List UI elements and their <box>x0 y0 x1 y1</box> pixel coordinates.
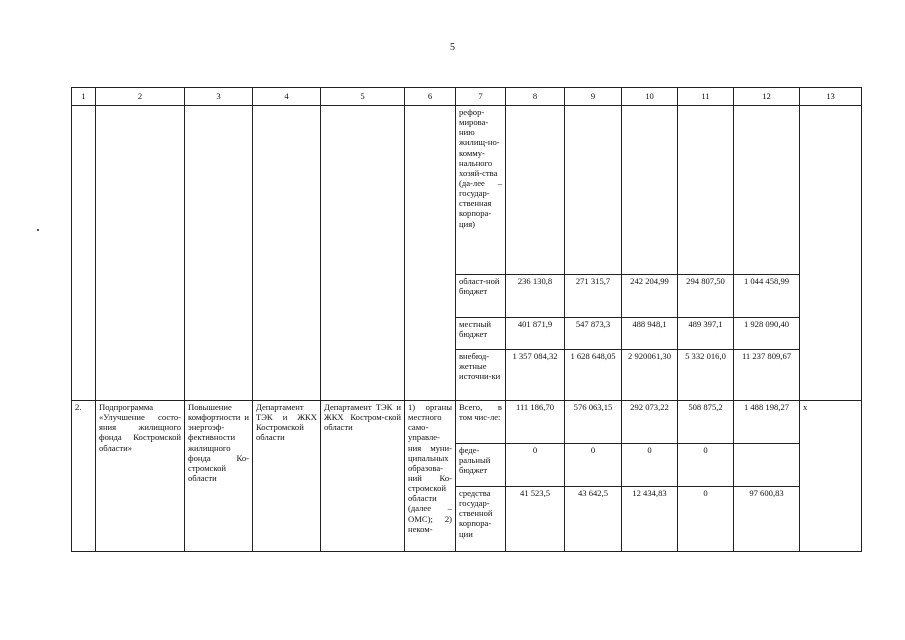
value-cell: 1 357 084,32 <box>506 350 565 401</box>
col-header-8: 8 <box>506 88 565 106</box>
value-cell: 1 044 458,99 <box>734 275 800 318</box>
table-row <box>72 106 862 275</box>
value-cell: 97 600,83 <box>734 487 800 552</box>
participants: 1) органы местного само-управле-ния муни-ципальных образова-ний Ко-стромской области (далее – ОМС); 2) неком- <box>405 401 456 552</box>
value-cell: 294 807,50 <box>678 275 734 318</box>
value-cell: 547 873,3 <box>565 318 622 350</box>
value-cell: 508 875,2 <box>678 401 734 444</box>
value-cell: 242 204,99 <box>622 275 678 318</box>
value-cell <box>734 444 800 487</box>
value-cell: 292 073,22 <box>622 401 678 444</box>
funding-source-label: средства государ-ственной корпора-ции <box>456 487 506 552</box>
subprogram-name: Подпрограмма «Улучшение состо-яния жилищного фонда Костромской области» <box>96 401 185 552</box>
col-header-4: 4 <box>253 88 321 106</box>
col-header-9: 9 <box>565 88 622 106</box>
table-row <box>72 401 862 444</box>
value-cell: 271 315,7 <box>565 275 622 318</box>
budget-table <box>71 87 862 552</box>
col-header-10: 10 <box>622 88 678 106</box>
funding-source-continued: рефор-мирова-нию жилищ-но-комму-нального хозяй-ства (да-лее – государ-ственная корпора-ция) <box>456 106 506 275</box>
cell-empty <box>734 106 800 275</box>
scan-speck <box>37 229 39 231</box>
value-cell: 5 332 016,0 <box>678 350 734 401</box>
col-header-11: 11 <box>678 88 734 106</box>
page-number: 5 <box>450 42 455 53</box>
value-cell: 1 488 198,27 <box>734 401 800 444</box>
value-cell: 0 <box>622 444 678 487</box>
cell-empty <box>622 106 678 275</box>
col-header-1: 1 <box>72 88 96 106</box>
value-cell: 0 <box>678 444 734 487</box>
funding-source-label: внебюд-жетные источни-ки <box>456 350 506 401</box>
cell-empty <box>405 106 456 401</box>
value-cell: 111 186,70 <box>506 401 565 444</box>
col-header-6: 6 <box>405 88 456 106</box>
value-cell: 236 130,8 <box>506 275 565 318</box>
value-cell: 401 871,9 <box>506 318 565 350</box>
co-executor: Департамент ТЭК и ЖКХ Костром-ской области <box>321 401 405 552</box>
cell-empty <box>72 106 96 401</box>
funding-source-label: феде-ральный бюджет <box>456 444 506 487</box>
col-header-3: 3 <box>185 88 253 106</box>
funding-source-label: местный бюджет <box>456 318 506 350</box>
value-cell: 41 523,5 <box>506 487 565 552</box>
value-cell: 488 948,1 <box>622 318 678 350</box>
cell-empty <box>678 106 734 275</box>
value-cell: 12 434,83 <box>622 487 678 552</box>
cell-empty <box>321 106 405 401</box>
col-header-13: 13 <box>800 88 862 106</box>
funding-source-label: област-ной бюджет <box>456 275 506 318</box>
value-cell: 0 <box>506 444 565 487</box>
subprogram-goal: Повышение комфортности и энергоэф-фективности жилищного фонда Ко-стромской области <box>185 401 253 552</box>
header-row <box>72 88 862 106</box>
cell-empty <box>253 106 321 401</box>
value-cell: 43 642,5 <box>565 487 622 552</box>
cell-empty <box>96 106 185 401</box>
value-cell: 2 920061,30 <box>622 350 678 401</box>
col-header-7: 7 <box>456 88 506 106</box>
row-number: 2. <box>72 401 96 552</box>
col-header-12: 12 <box>734 88 800 106</box>
value-cell: 1 628 648,05 <box>565 350 622 401</box>
cell-empty <box>800 106 862 401</box>
responsible-executor: Департамент ТЭК и ЖКХ Костромской области <box>253 401 321 552</box>
cell-empty <box>565 106 622 275</box>
col13-mark: х <box>800 401 862 552</box>
funding-source-label: Всего, в том чис-ле: <box>456 401 506 444</box>
value-cell: 1 928 090,40 <box>734 318 800 350</box>
col-header-5: 5 <box>321 88 405 106</box>
value-cell: 576 063,15 <box>565 401 622 444</box>
value-cell: 489 397,1 <box>678 318 734 350</box>
value-cell: 0 <box>565 444 622 487</box>
col-header-2: 2 <box>96 88 185 106</box>
value-cell: 0 <box>678 487 734 552</box>
cell-empty <box>506 106 565 275</box>
cell-empty <box>185 106 253 401</box>
value-cell: 11 237 809,67 <box>734 350 800 401</box>
